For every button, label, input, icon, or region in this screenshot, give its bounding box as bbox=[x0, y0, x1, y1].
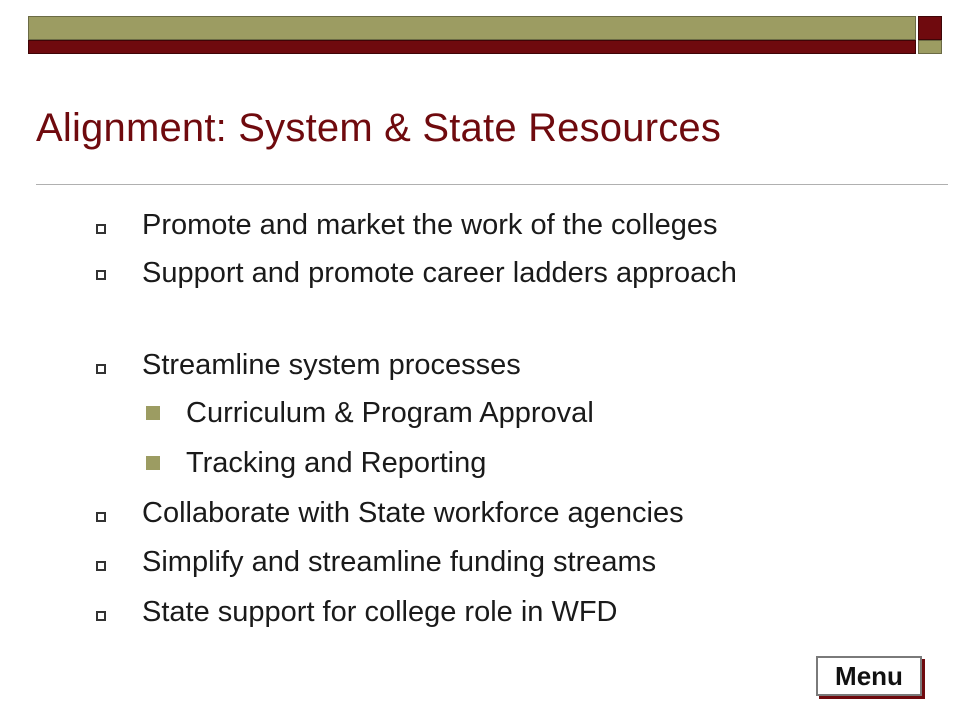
title-divider bbox=[36, 184, 948, 185]
checkbox-bullet-icon bbox=[96, 270, 106, 280]
checkbox-bullet-icon bbox=[96, 611, 106, 621]
square-bullet-icon bbox=[146, 456, 160, 470]
square-bullet-icon bbox=[146, 406, 160, 420]
bullet-item: Collaborate with State workforce agencies bbox=[142, 497, 684, 529]
sub-bullet-item: Tracking and Reporting bbox=[186, 447, 487, 479]
bullet-item: Simplify and streamline funding streams bbox=[142, 546, 657, 578]
checkbox-bullet-icon bbox=[96, 512, 106, 522]
bullet-item: Streamline system processes bbox=[142, 349, 521, 381]
bullet-item: Promote and market the work of the colleges bbox=[142, 209, 718, 241]
checkbox-bullet-icon bbox=[96, 364, 106, 374]
sub-bullet-item: Curriculum & Program Approval bbox=[186, 397, 594, 429]
header-maroon-bar bbox=[28, 40, 916, 54]
menu-button[interactable]: Menu bbox=[816, 656, 922, 696]
checkbox-bullet-icon bbox=[96, 224, 106, 234]
bullet-item: Support and promote career ladders approach bbox=[142, 257, 737, 289]
bullet-item: State support for college role in WFD bbox=[142, 596, 618, 628]
header-olive-square bbox=[918, 40, 942, 54]
slide-title: Alignment: System & State Resources bbox=[36, 106, 722, 150]
header-maroon-square bbox=[918, 16, 942, 40]
checkbox-bullet-icon bbox=[96, 561, 106, 571]
header-olive-bar bbox=[28, 16, 916, 40]
